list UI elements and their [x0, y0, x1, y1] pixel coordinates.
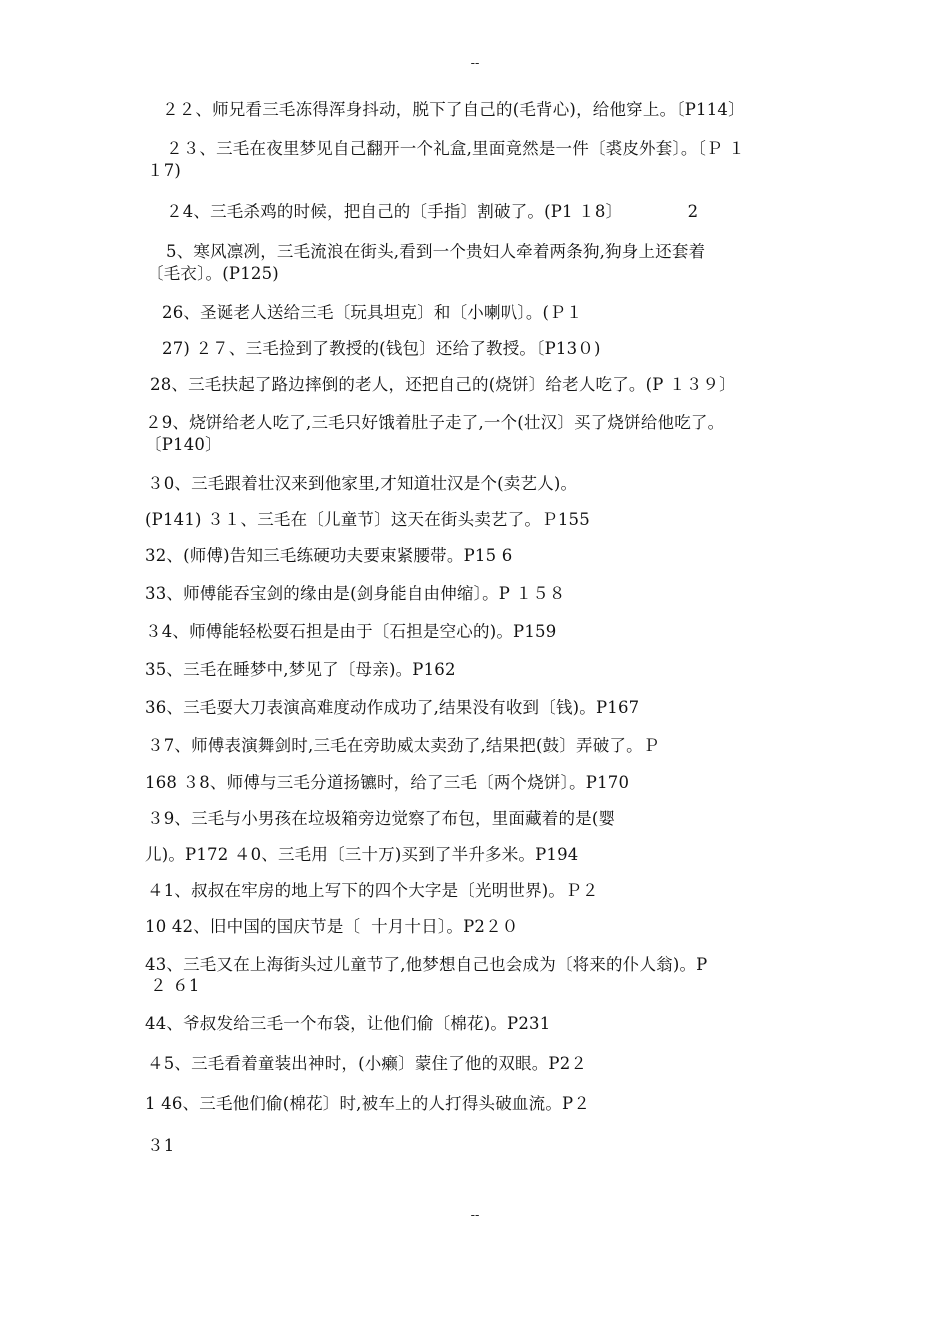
- text-line-20: 168 ３8、师傅与三毛分道扬镳时，给了三毛〔两个烧饼〕。P170: [145, 773, 630, 792]
- text-line-4: ２4、三毛杀鸡的时候，把自己的〔手指〕割破了。(P1 １8〕 2: [166, 202, 699, 221]
- text-line-11: 〔P140〕: [145, 435, 222, 454]
- text-line-18: 36、三毛耍大刀表演高难度动作成功了,结果没有收到〔钱)。P167: [145, 698, 640, 717]
- text-line-7: 26、圣诞老人送给三毛〔玩具坦克〕和〔小喇叭〕。(Ｐ１: [162, 303, 583, 322]
- text-line-24: 10 42、旧中国的国庆节是〔 十月十日〕。P2２０: [145, 917, 519, 936]
- text-line-12: ３0、三毛跟着壮汉来到他家里,才知道壮汉是个(卖艺人)。: [147, 474, 578, 493]
- text-line-16: ３4、师傅能轻松耍石担是由于〔石担是空心的)。P159: [145, 622, 557, 641]
- text-line-5: 5、寒风凛冽，三毛流浪在街头,看到一个贵妇人牵着两条狗,狗身上还套着: [166, 242, 706, 261]
- text-line-2: ２３、三毛在夜里梦见自己翻开一个礼盒,里面竟然是一件〔裘皮外套〕。〔Ｐ １: [166, 139, 745, 158]
- text-line-10: ２9、烧饼给老人吃了,三毛只好饿着肚子走了,一个(壮汉〕买了烧饼给他吃了。: [145, 413, 725, 432]
- page-bottom-marker: --: [470, 1208, 480, 1223]
- text-line-14: 32、(师傅)告知三毛练硬功夫要束紧腰带。P15 6: [145, 546, 513, 565]
- text-line-17: 35、三毛在睡梦中,梦见了〔母亲)。P162: [145, 660, 456, 679]
- text-line-13: (P141) ３１、三毛在〔儿童节〕这天在街头卖艺了。Ｐ155: [145, 510, 590, 529]
- text-line-25: 43、三毛又在上海街头过儿童节了,他梦想自己也会成为〔将来的仆人翁)。P: [145, 955, 708, 974]
- text-line-29: 1 46、三毛他们偷(棉花〕时,被车上的人打得头破血流。P２: [145, 1094, 591, 1113]
- text-line-3: １7): [147, 161, 182, 180]
- text-line-21: ３9、三毛与小男孩在垃圾箱旁边觉察了布包，里面藏着的是(婴: [147, 809, 616, 828]
- text-line-6: 〔毛衣〕。(P125): [147, 264, 279, 283]
- text-line-1: ２２、师兄看三毛冻得浑身抖动，脱下了自己的(毛背心)，给他穿上。〔P114〕: [162, 100, 745, 119]
- text-line-28: ４5、三毛看着童装出神时，(小癞〕蒙住了他的双眼。P2２: [147, 1054, 588, 1073]
- text-line-30: ３1: [147, 1136, 175, 1155]
- text-line-26: ２ ６1: [150, 976, 200, 995]
- text-line-15: 33、师傅能吞宝剑的缘由是(剑身能自由伸缩〕。P １５８: [145, 584, 566, 603]
- text-line-19: ３7、师傅表演舞剑时,三毛在旁助威太卖劲了,结果把(鼓〕弄破了。Ｐ: [147, 736, 660, 755]
- text-line-27: 44、爷叔发给三毛一个布袋，让他们偷〔棉花)。P231: [145, 1014, 551, 1033]
- page-top-marker: --: [470, 56, 480, 71]
- text-line-23: ４1、叔叔在牢房的地上写下的四个大字是〔光明世界)。Ｐ２: [147, 881, 599, 900]
- text-line-9: 28、三毛扶起了路边摔倒的老人，还把自己的(烧饼〕给老人吃了。(P １３９〕: [150, 375, 736, 394]
- text-line-8: 27) ２７、三毛捡到了教授的(钱包〕还给了教授。〔P13０): [162, 339, 601, 358]
- text-line-22: 儿)。P172 ４0、三毛用〔三十万)买到了半升多米。P194: [145, 845, 579, 864]
